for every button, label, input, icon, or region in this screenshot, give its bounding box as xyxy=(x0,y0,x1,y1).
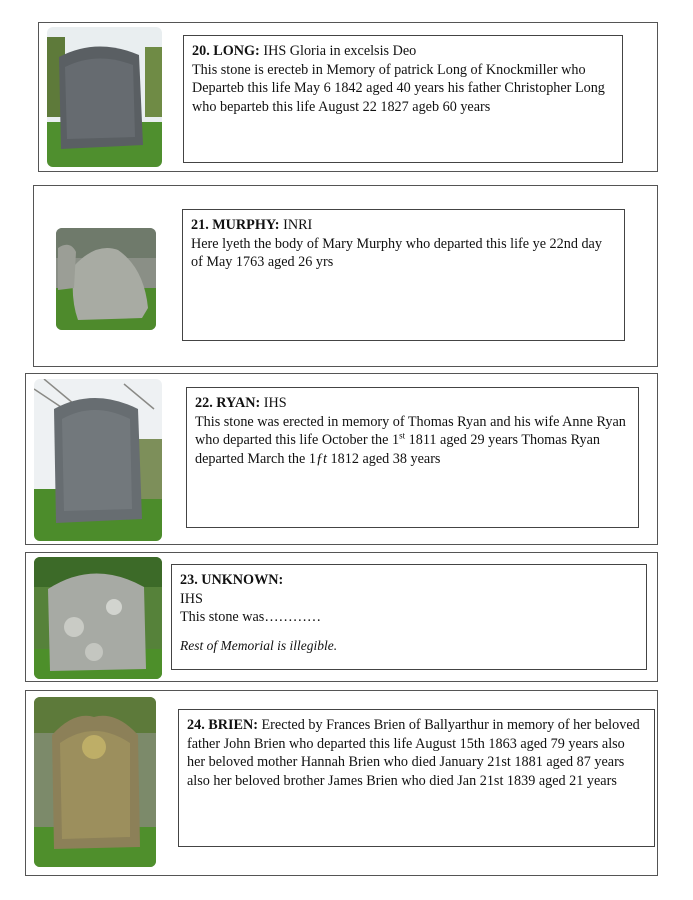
inscription-box-23 xyxy=(171,564,647,670)
memorial-entry-22 xyxy=(25,373,658,545)
inscription-box-21 xyxy=(182,209,625,341)
gravestone-photo-long xyxy=(47,27,162,167)
gravestone-photo-unknown xyxy=(34,557,162,679)
inscription-glyph: ƒt xyxy=(315,450,327,467)
gravestone-photo-murphy xyxy=(56,228,156,330)
inscription-box-20 xyxy=(183,35,623,163)
entry-heading: 21. MURPHY: xyxy=(191,217,280,233)
inscription-text: This stone is erecteb in Memory of patrick Long of Knockmiller who Departeb this life May 6 1842 aged 40 years his father Christopher Long who bеparteb this life August 22 1827 ageb 60 years xyxy=(192,61,605,115)
entry-heading: 24. BRIEN: xyxy=(187,717,258,733)
entry-prefix: IHS xyxy=(263,395,287,411)
gravestone-photo-brien xyxy=(34,697,156,867)
inscription-text: Erected by Frances Brien of Ballyarthur in memory of her beloved father John Brien who departed this life August 15th 1863 aged 79 years also her beloved mother Hannah Brien who died January 21st 1881 aged 87 years also her beloved brother James Brien who died Jan 21st 1839 aged 21 years xyxy=(187,717,640,789)
memorial-entry-23 xyxy=(25,552,658,682)
inscription-text: This stone was………… xyxy=(180,609,322,625)
memorial-entry-20 xyxy=(38,22,658,172)
entry-prefix: IHS Gloria in excelsis Deo xyxy=(263,43,417,59)
entry-heading: 20. LONG: xyxy=(192,43,260,59)
inscription-text: 1812 aged 38 years xyxy=(326,450,441,467)
inscription-box-24 xyxy=(178,709,655,847)
entry-prefix: IHS xyxy=(180,590,203,607)
entry-prefix: INRI xyxy=(283,217,313,233)
memorial-entry-21 xyxy=(33,185,658,367)
memorial-entry-24 xyxy=(25,690,658,876)
illegible-note: Rest of Memorial is illegible. xyxy=(180,637,338,653)
ordinal-suffix: st xyxy=(399,430,406,441)
inscription-text: This stone was erected in memory of Thomas Ryan and his wife Anne Ryan who departed this life October the 1 xyxy=(195,413,626,448)
inscription-box-22 xyxy=(186,387,639,528)
inscription-text: Here lyeth the body of Mary Murphy who departed this life ye 22nd day of May 1763 aged 26 yrs xyxy=(191,235,602,270)
gravestone-photo-ryan xyxy=(34,379,162,541)
entry-heading: 23. UNKNOWN: xyxy=(180,572,284,588)
entry-heading: 22. RYAN: xyxy=(195,395,261,411)
inscription-text: 1811 aged 29 years Thomas Ryan departed March the 1 xyxy=(195,432,600,467)
